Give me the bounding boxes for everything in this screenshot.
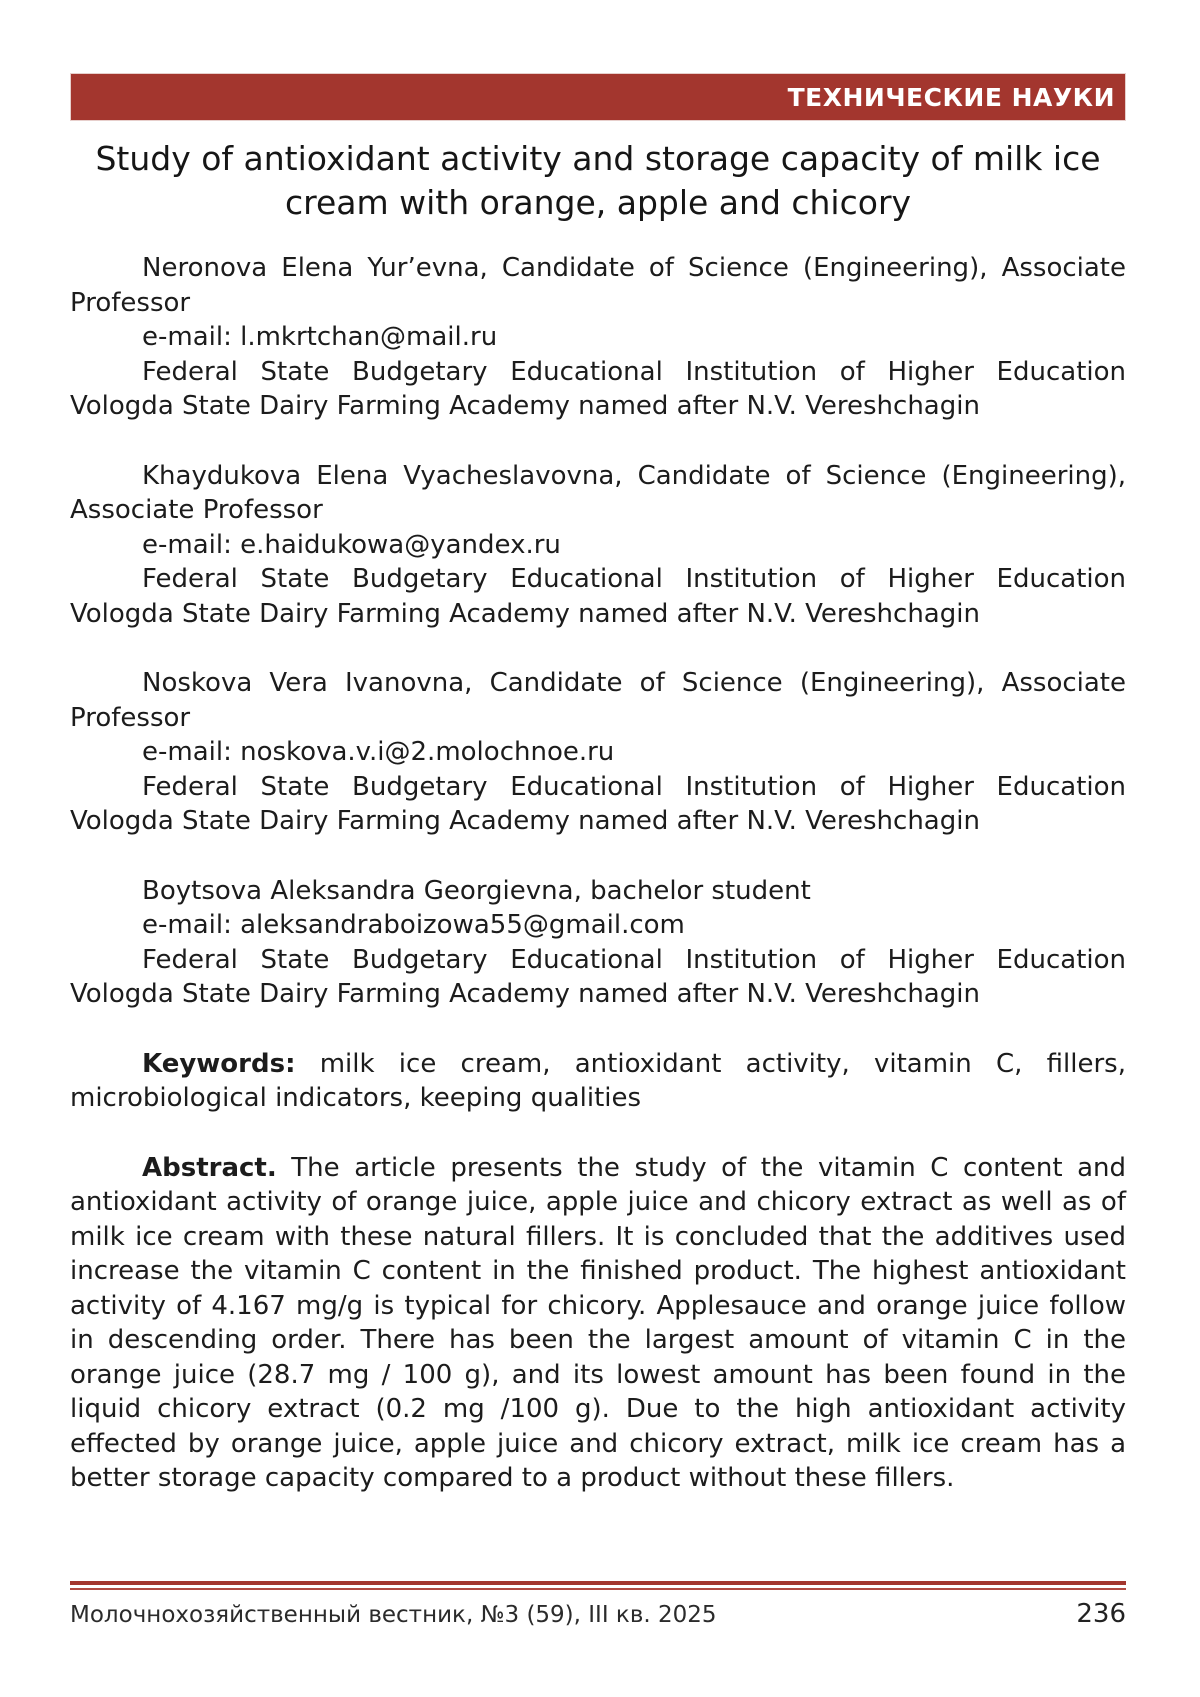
page-content bbox=[70, 73, 1126, 1496]
keywords-block bbox=[70, 1047, 1126, 1116]
author-affiliation: Federal State Budgetary Educational Institution of Higher Education Vologda State Dairy Farming Academy named after N.V. Vereshchagin bbox=[70, 944, 1126, 1009]
keywords-label: Keywords: bbox=[142, 1048, 296, 1079]
author-email: e-mail: noskova.v.i@2.molochnoe.ru bbox=[142, 737, 615, 767]
author-block-2 bbox=[70, 459, 1126, 632]
author-name: Noskova Vera Ivanovna, Candidate of Science (Engineering), Associate Professor bbox=[70, 668, 1126, 733]
keywords-text: milk ice cream, antioxidant activity, vitamin C, fillers, microbiological indicators, keeping qualities bbox=[70, 1048, 1126, 1113]
author-block-4 bbox=[70, 874, 1126, 1012]
author-email: e-mail: l.mkrtchan@mail.ru bbox=[142, 322, 498, 352]
journal-reference: Молочнохозяйственный вестник, №3 (59), III кв. 2025 bbox=[70, 1602, 717, 1628]
footer-row bbox=[70, 1599, 1126, 1629]
author-block-1 bbox=[70, 251, 1126, 424]
author-email: e-mail: aleksandraboizowa55@gmail.com bbox=[142, 910, 685, 940]
author-affiliation: Federal State Budgetary Educational Institution of Higher Education Vologda State Dairy Farming Academy named after N.V. Vereshchagin bbox=[70, 564, 1126, 629]
author-block-3 bbox=[70, 666, 1126, 839]
category-bar bbox=[70, 73, 1126, 121]
author-name: Neronova Elena Yur’evna, Candidate of Science (Engineering), Associate Professor bbox=[70, 253, 1126, 318]
abstract-text: The article presents the study of the vitamin C content and antioxidant activity of orange juice, apple juice and chicory extract as well as of milk ice cream with these natural fillers. It is concluded that the additives used increase the vitamin C content in the finished product. The highest antioxidant activity of 4.167 mg/g is typical for chicory. Applesauce and orange juice follow in descending order. There has been the largest amount of vitamin C in the orange juice (28.7 mg / 100 g), and its lowest amount has been found in the liquid chicory extract (0.2 mg /100 g). Due to the high antioxidant activity effected by orange juice, apple juice and chicory extract, milk ice cream has a better storage capacity compared to a product without these fillers. bbox=[70, 1152, 1127, 1493]
abstract-block bbox=[70, 1151, 1126, 1496]
author-name: Khaydukova Elena Vyacheslavovna, Candidate of Science (Engineering), Associate Professor bbox=[70, 460, 1126, 525]
article-body bbox=[70, 251, 1126, 1496]
footer-rule bbox=[70, 1581, 1126, 1590]
abstract-label: Abstract. bbox=[142, 1152, 277, 1183]
page-footer bbox=[70, 1581, 1126, 1629]
author-email: e-mail: e.haidukowa@yandex.ru bbox=[142, 529, 561, 560]
author-name: Boytsova Aleksandra Georgievna, bachelor student bbox=[142, 875, 811, 906]
author-affiliation: Federal State Budgetary Educational Institution of Higher Education Vologda State Dairy Farming Academy named after N.V. Vereshchagin bbox=[70, 356, 1126, 421]
page-number: 236 bbox=[1076, 1599, 1126, 1629]
author-affiliation: Federal State Budgetary Educational Institution of Higher Education Vologda State Dairy Farming Academy named after N.V. Vereshchagin bbox=[70, 771, 1126, 836]
abstract-paragraph bbox=[70, 1151, 1126, 1496]
keywords-paragraph bbox=[70, 1047, 1126, 1116]
article-title: Study of antioxidant activity and storage capacity of milk ice cream with orange, apple and chicory bbox=[95, 139, 1101, 222]
category-label: ТЕХНИЧЕСКИЕ НАУКИ bbox=[787, 82, 1115, 112]
